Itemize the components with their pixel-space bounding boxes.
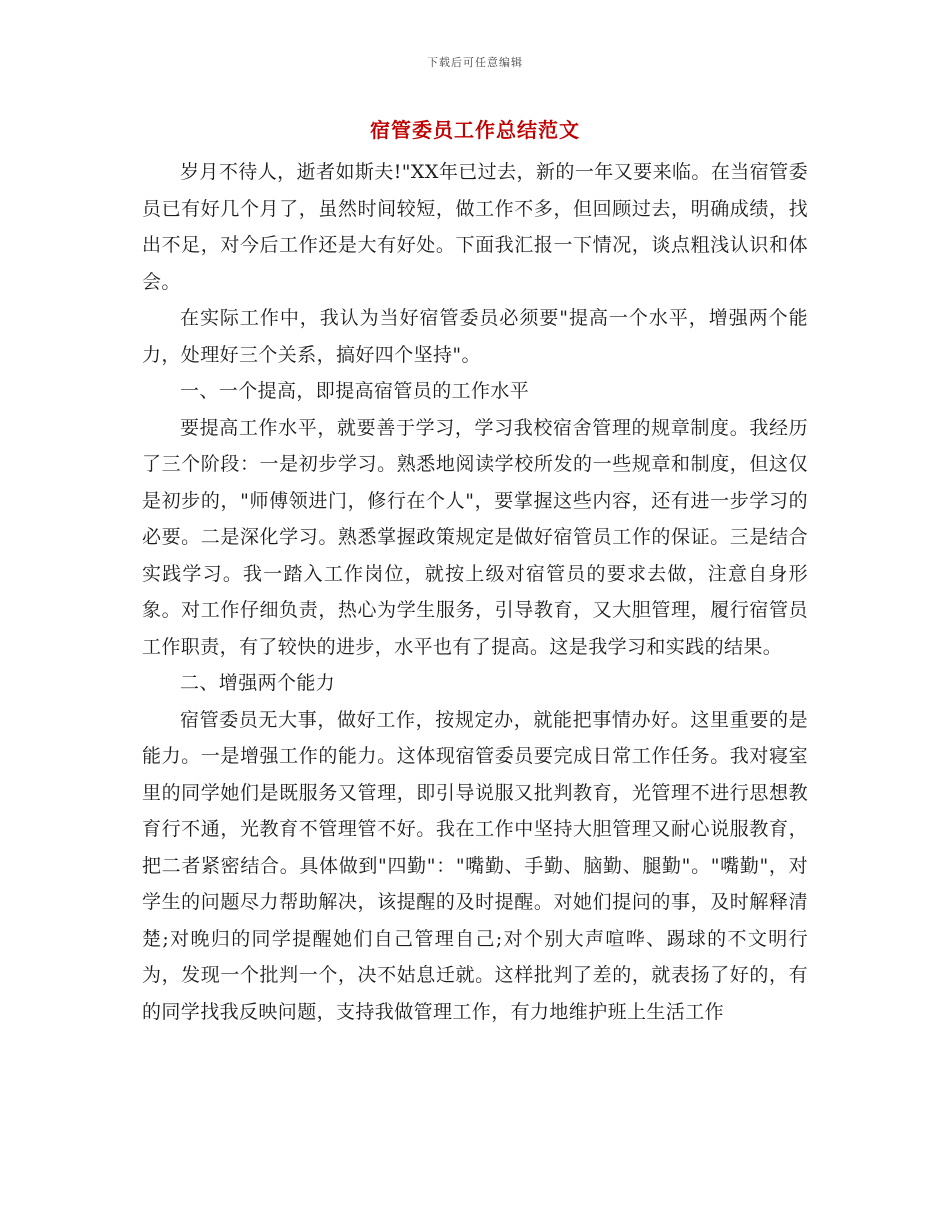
document-title: 宿管委员工作总结范文 xyxy=(370,118,580,142)
header-note: 下载后可任意编辑 xyxy=(427,56,523,69)
paragraph-intro: 岁月不待人，逝者如斯夫!"XX年已过去，新的一年又要来临。在当宿管委员已有好几个月了，虽然时间较短，做工作不多，但回顾过去，明确成绩，找出不足，对今后工作还是大有好处。下面我汇报一下情况，谈点粗浅认识和体会。 xyxy=(142,161,808,293)
section-heading-2: 二、增强两个能力 xyxy=(180,672,336,694)
paragraph-section-1: 要提高工作水平，就要善于学习，学习我校宿舍管理的规章制度。我经历了三个阶段：一是初步学习。熟悉地阅读学校所发的一些规章和制度，但这仅是初步的，"师傅领进门，修行在个人"，要掌握这些内容，还有进一步学习的必要。二是深化学习。熟悉掌握政策规定是做好宿管员工作的保证。三是结合实践学习。我一踏入工作岗位，就按上级对宿管员的要求去做，注意自身形象。对工作仔细负责，热心为学生服务，引导教育，又大胆管理，履行宿管员工作职责，有了较快的进步，水平也有了提高。这是我学习和实践的结果。 xyxy=(142,416,808,658)
paragraph-summary: 在实际工作中，我认为当好宿管委员必须要"提高一个水平，增强两个能力，处理好三个关系，搞好四个坚持"。 xyxy=(142,307,808,366)
paragraph-section-2: 宿管委员无大事，做好工作，按规定办，就能把事情办好。这里重要的是能力。一是增强工作的能力。这体现宿管委员要完成日常工作任务。我对寝室里的同学她们是既服务又管理，即引导说服又批判教育，光管理不进行思想教育行不通，光教育不管理管不好。我在工作中坚持大胆管理又耐心说服教育，把二者紧密结合。具体做到"四勤"："嘴勤、手勤、脑勤、腿勤"。"嘴勤"，对学生的问题尽力帮助解决，该提醒的及时提醒。对她们提问的事，及时解释清楚;对晚归的同学提醒她们自己管理自己;对个别大声喧哗、踢球的不文明行为，发现一个批判一个，决不姑息迁就。这样批判了差的，就表扬了好的，有的同学找我反映问题，支持我做管理工作，有力地维护班上生活工作 xyxy=(142,708,808,1023)
document-body xyxy=(142,154,808,1030)
section-heading-1: 一、一个提高，即提高宿管员的工作水平 xyxy=(180,380,530,402)
